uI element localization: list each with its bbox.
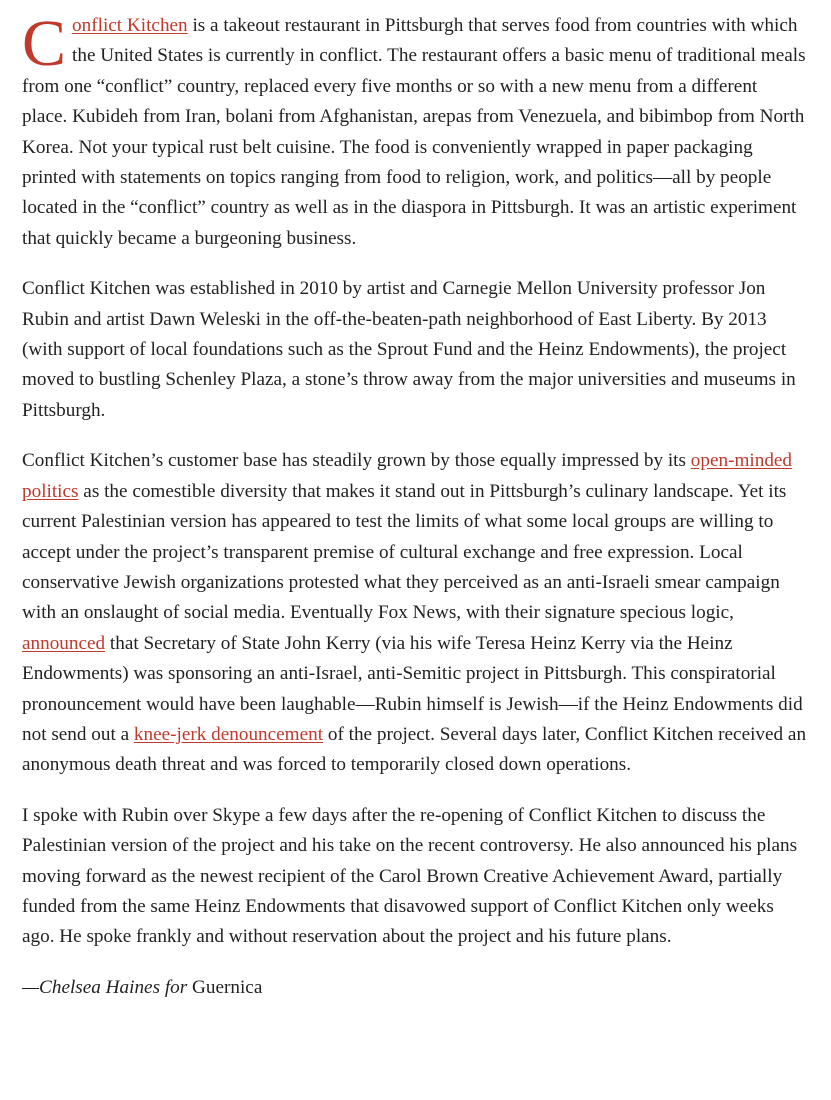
paragraph-interview-text: I spoke with Rubin over Skype a few days after the re-opening of Conflict Kitchen to discuss the Palestinian version of the project and his take on the recent controversy. He also announced his plans moving forward as the newest recipient of the Carol Brown Creative Achievement Award, partially funded from the same Heinz Endowments that disavowed support of Conflict Kitchen only weeks ago. He spoke frankly and without reservation about the project and his future plans. <box>22 804 798 948</box>
drop-cap: C <box>22 7 67 80</box>
paragraph-controversy-text-3: that Secretary of State John Kerry (via his wife Teresa Heinz Kerry via the Heinz Endowments) was sponsoring an anti-Israel, anti-Semitic project in Pittsburgh. This conspiratorial pronouncement would have been laughable—Rubin himself is Jewish—if the Heinz Endowments did not send out a <box>22 632 803 745</box>
signoff-publication: Guernica <box>187 976 263 998</box>
paragraph-controversy-text-2: as the comestible diversity that makes it stand out in Pittsburgh’s culinary landscape. Yet its current Palestinian version has appeared to test the limits of what some local groups are willing to accept under the project’s transparent premise of cultural exchange and free expression. Local conservative Jewish organizations protested what they perceived as an anti-Israeli smear campaign with an onslaught of social media. Eventually Fox News, with their signature specious logic, <box>22 480 787 624</box>
paragraph-controversy-text-1: Conflict Kitchen’s customer base has steadily grown by those equally impressed by its <box>22 450 691 472</box>
conflict-kitchen-link[interactable]: onflict Kitchen <box>72 15 188 36</box>
knee-jerk-denouncement-link[interactable]: knee-jerk denouncement <box>133 723 324 745</box>
announced-link[interactable]: announced <box>22 632 106 654</box>
paragraph-controversy <box>22 446 807 780</box>
paragraph-controversy-text-4: of the project. Several days later, Conflict Kitchen received an anonymous death threat and was forced to temporarily closed down operations. <box>22 723 807 776</box>
signoff-author: —Chelsea Haines for <box>22 976 188 998</box>
paragraph-history <box>22 274 807 426</box>
paragraph-intro <box>22 7 807 254</box>
paragraph-history-text: Conflict Kitchen was established in 2010 by artist and Carnegie Mellon University professor Jon Rubin and artist Dawn Weleski in the off-the-beaten-path neighborhood of East Liberty. By 2013 (with support of local foundations such as the Sprout Fund and the Heinz Endowments), the project moved to bustling Schenley Plaza, a stone’s throw away from the major universities and museums in Pittsburgh. <box>22 278 796 421</box>
paragraph-interview <box>22 801 807 953</box>
signoff <box>22 973 807 1003</box>
open-minded-politics-link[interactable]: open-minded politics <box>22 450 793 502</box>
paragraph-intro-text: is a takeout restaurant in Pittsburgh that serves food from countries with which the United States is currently in conflict. The restaurant offers a basic menu of traditional meals from one “conflict” country, replaced every five months or so with a new menu from a different place. Kubideh from Iran, bolani from Afghanistan, arepas from Venezuela, and bibimbop from North Korea. Not your typical rust belt cuisine. The food is conveniently wrapped in paper packaging printed with statements on topics ranging from food to religion, work, and politics—all by people located in the “conflict” country as well as in the diaspora in Pittsburgh. It was an artistic experiment that quickly became a burgeoning business. <box>22 15 806 249</box>
